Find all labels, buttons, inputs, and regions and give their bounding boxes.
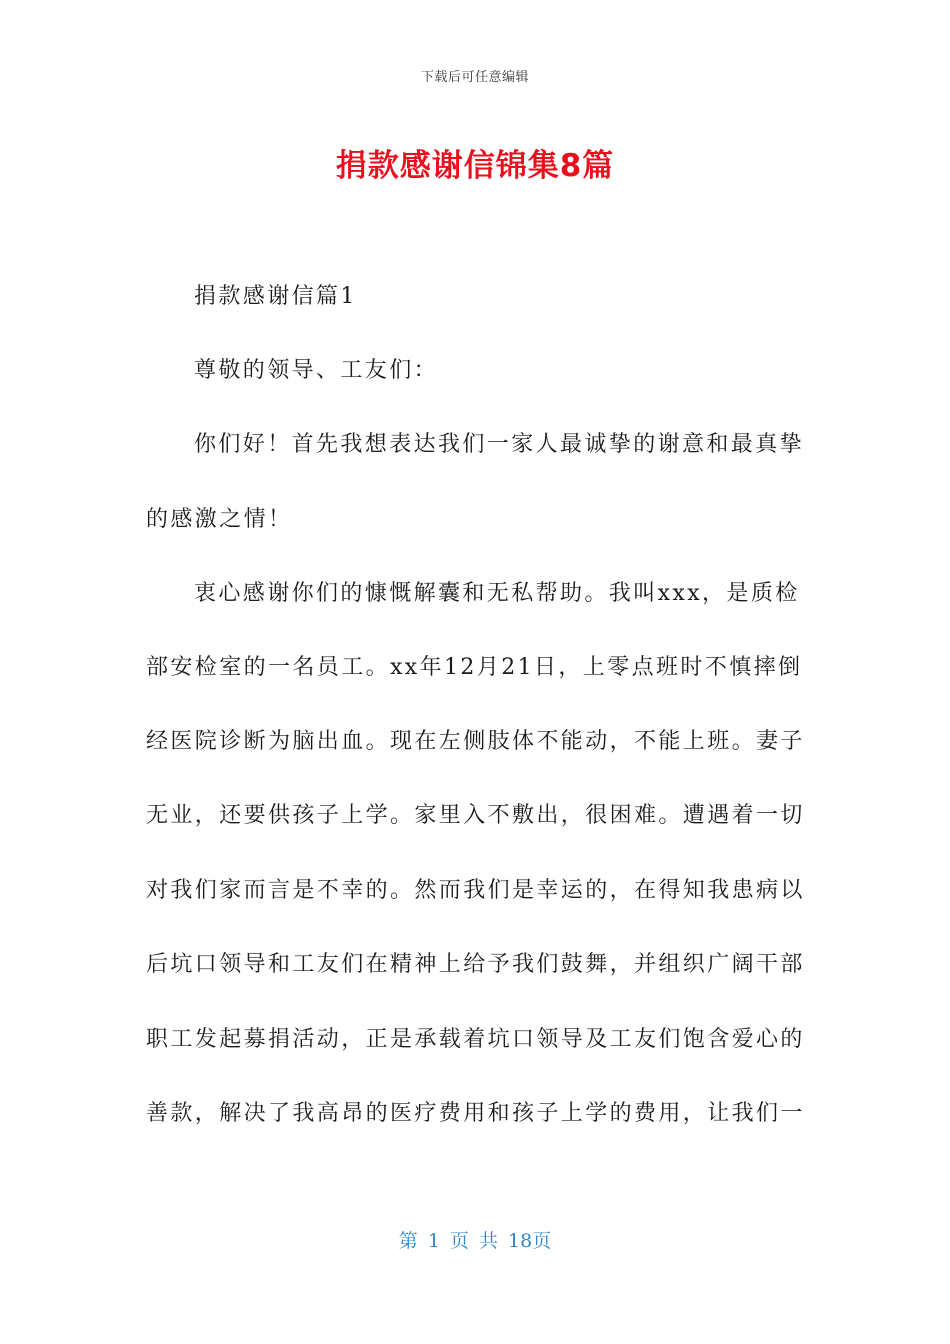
salutation: 尊敬的领导、工友们： [194,358,439,383]
paragraph-line: 对我们家而言是不幸的。然而我们是幸运的，在得知我患病以 [146,878,805,903]
paragraph-line: 部安检室的一名员工。xx年12月21日，上零点班时不慎摔倒 [146,655,803,680]
header-note: 下载后可任意编辑 [420,70,529,85]
paragraph-line: 职工发起募捐活动，正是承载着坑口领导及工友们饱含爱心的 [146,1027,805,1052]
paragraph-line: 善款，解决了我高昂的医疗费用和孩子上学的费用，让我们一 [146,1101,805,1126]
section-heading: 捐款感谢信篇1 [194,284,357,309]
paragraph-line: 衷心感谢你们的慷慨解囊和无私帮助。我叫xxx，是质检 [194,581,800,606]
paragraph-line: 经医院诊断为脑出血。现在左侧肢体不能动，不能上班。妻子 [146,729,805,754]
document-title: 捐款感谢信锦集8篇 [335,148,615,184]
paragraph-line: 你们好！首先我想表达我们一家人最诚挚的谢意和最真挚 [194,432,805,457]
paragraph-line: 后坑口领导和工友们在精神上给予我们鼓舞，并组织广阔干部 [146,952,805,977]
page-indicator: 第 1 页 共 18页 [398,1230,552,1252]
paragraph-line: 无业，还要供孩子上学。家里入不敷出，很困难。遭遇着一切 [146,803,805,828]
paragraph-line: 的感激之情！ [146,507,293,532]
